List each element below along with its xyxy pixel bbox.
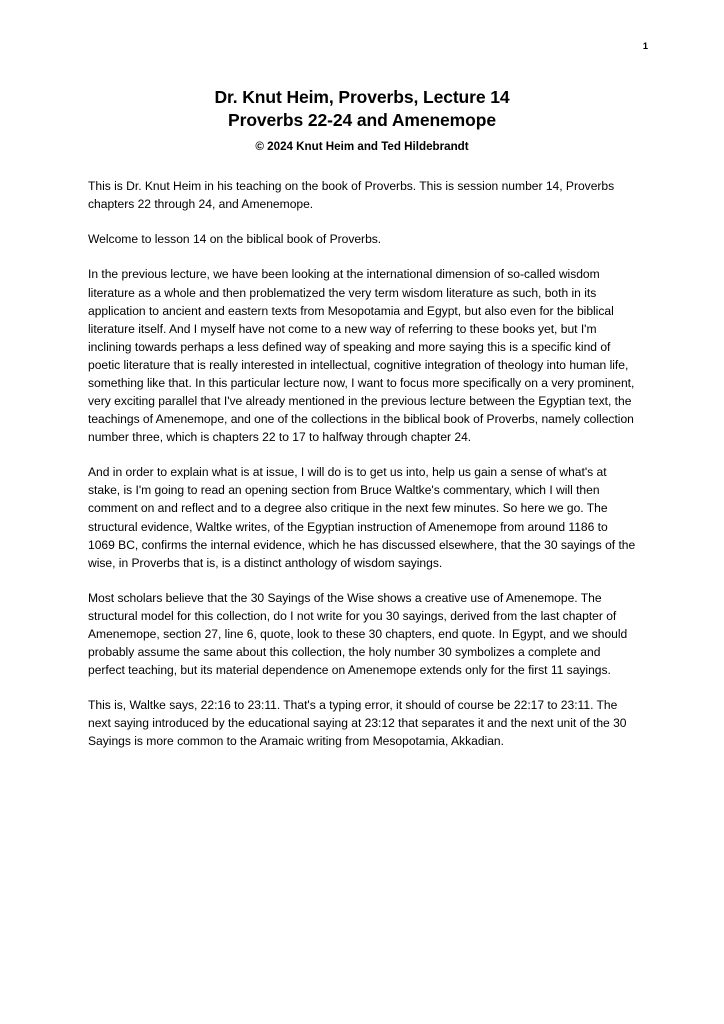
paragraph: Welcome to lesson 14 on the biblical book of Proverbs. xyxy=(88,232,382,247)
copyright-notice: © 2024 Knut Heim and Ted Hildebrandt xyxy=(255,140,469,154)
document-body xyxy=(88,177,636,750)
paragraph: This is, Waltke says, 22:16 to 23:11. That's a typing error, it should of course be 22:17 to 23:11. The next saying introduced by the educational saying at 23:12 that separates it and the next unit of the 30 Sayings is more common to the Aramaic writing from Mesopotamia, Akkadian. xyxy=(88,698,627,749)
document-content xyxy=(88,86,636,750)
document-title-line-1: Dr. Knut Heim, Proverbs, Lecture 14 xyxy=(214,87,510,107)
paragraph: And in order to explain what is at issue, I will do is to get us into, help us gain a sense of what's at stake, is I'm going to read an opening section from Bruce Waltke's commentary, which I will then comment on and reflect and to a degree also critique in the next few minutes. So here we go. The structural evidence, Waltke writes, of the Egyptian instruction of Amenemope from around 1186 to 1069 BC, confirms the internal evidence, which he has discussed elsewhere, that the 30 sayings of the wise, in Proverbs that is, is a distinct anthology of wisdom sayings. xyxy=(88,465,636,570)
paragraph: Most scholars believe that the 30 Sayings of the Wise shows a creative use of Amenemope. The structural model for this collection, do I not write for you 30 sayings, derived from the last chapter of Amenemope, section 27, line 6, quote, look to these 30 chapters, end quote. In Egypt, and we should probably assume the same about this collection, the holy number 30 symbolizes a complete and perfect teaching, but its material dependence on Amenemope extends only for the first 11 sayings. xyxy=(88,590,628,678)
page-number: 1 xyxy=(642,41,648,52)
document-title-block xyxy=(88,86,636,154)
document-title-line-2: Proverbs 22-24 and Amenemope xyxy=(228,110,496,131)
paragraph: This is Dr. Knut Heim in his teaching on the book of Proverbs. This is session number 14, Proverbs chapters 22 through 24, and Amenemope. xyxy=(88,179,615,212)
paragraph: In the previous lecture, we have been looking at the international dimension of so-called wisdom literature as a whole and then problematized the very term wisdom literature as such, both in its application to ancient and eastern texts from Mesopotamia and Egypt, but also even for the biblical literature itself. And I myself have not come to a new way of referring to these books yet, but I'm inclining towards perhaps a less defined way of speaking and more saying this is a specific kind of poetic literature that is really interested in intellectual, cognitive integration of theology into human life, something like that. In this particular lecture now, I want to focus more specifically on a very prominent, very exciting parallel that I've already mentioned in the previous lecture between the Egyptian text, the teachings of Amenemope, and one of the collections in the biblical book of Proverbs, namely collection number three, which is chapters 22 to 17 to halfway through chapter 24. xyxy=(88,267,635,445)
